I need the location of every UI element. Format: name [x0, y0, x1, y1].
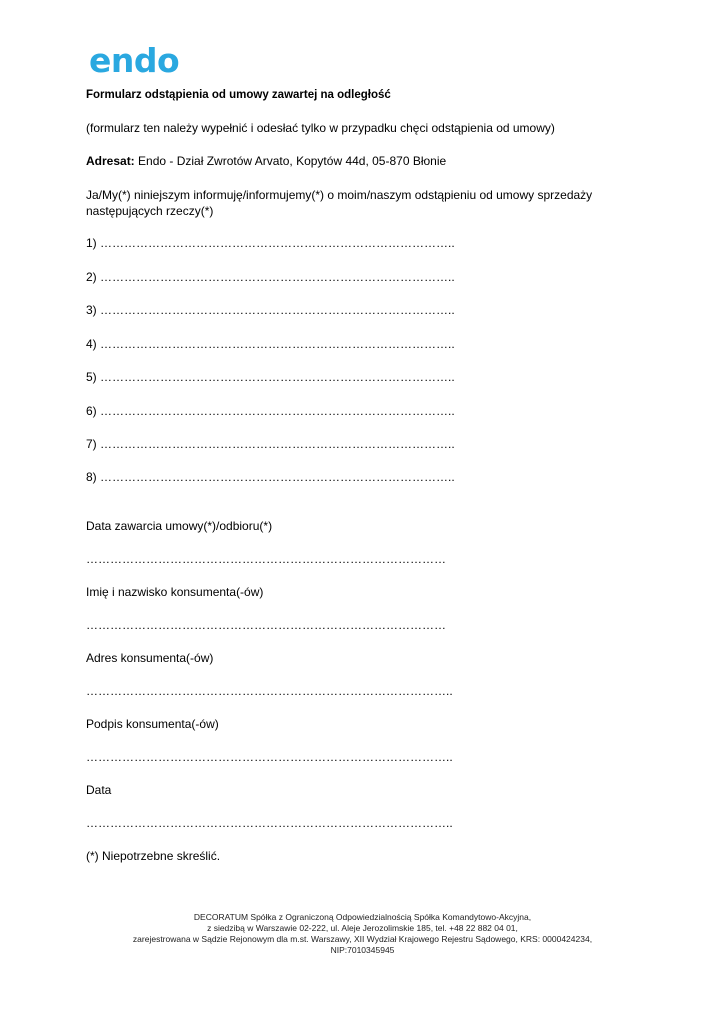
date-dots: ………………………………………………………………………………..	[86, 816, 453, 830]
form-title: Formularz odstąpienia od umowy zawartej na odległość	[86, 89, 391, 101]
contract-date-label: Data zawarcia umowy(*)/odbioru(*)	[86, 519, 273, 533]
footer-line-3: zarejestrowana w Sądzie Rejonowym dla m.st. Warszawy, XII Wydział Krajowego Rejestru Sądowego, KRS: 0000424234,	[132, 934, 593, 944]
address-label: Adresat:	[86, 154, 135, 168]
footer-line-4: NIP:7010345945	[330, 945, 395, 955]
consumer-address-label: Adres konsumenta(-ów)	[86, 651, 214, 665]
item-line-5: 5) ……………………………………………………………………………..	[86, 370, 455, 384]
item-line-7: 7) ……………………………………………………………………………..	[86, 437, 455, 451]
intro-paragraph: Ja/My(*) niniejszym informuję/informujemy(*) o moim/naszym odstąpieniu od umowy sprzedaży następujących rzeczy(*)	[86, 188, 593, 218]
form-subtitle: (formularz ten należy wypełnić i odesłać tylko w przypadku chęci odstąpienia od umowy)	[86, 121, 555, 135]
item-line-2: 2) ……………………………………………………………………………..	[86, 270, 455, 284]
date-label: Data	[86, 783, 112, 797]
address-line	[86, 154, 446, 169]
endo-logo	[88, 38, 192, 82]
item-line-8: 8) ……………………………………………………………………………..	[86, 470, 455, 484]
consumer-address-dots: ………………………………………………………………………………..	[86, 684, 453, 698]
consumer-name-label: Imię i nazwisko konsumenta(-ów)	[86, 585, 264, 599]
endo-logo-graphic	[88, 38, 192, 82]
consumer-signature-label: Podpis konsumenta(-ów)	[86, 717, 219, 731]
item-line-3: 3) ……………………………………………………………………………..	[86, 303, 455, 317]
address-value: Endo - Dział Zwrotów Arvato, Kopytów 44d, 05-870 Błonie	[134, 154, 447, 168]
footer-line-1: DECORATUM Spółka z Ograniczoną Odpowiedzialnością Spółka Komandytowo-Akcyjna,	[193, 912, 532, 922]
item-line-6: 6) ……………………………………………………………………………..	[86, 404, 455, 418]
footer-line-2: z siedzibą w Warszawie 02-222, ul. Aleje Jerozolimskie 185, tel. +48 22 882 04 01,	[207, 923, 518, 933]
company-footer	[0, 912, 725, 956]
consumer-name-dots: ………………………………………………………………………………	[86, 618, 446, 632]
footnote: (*) Niepotrzebne skreślić.	[86, 849, 221, 863]
logo-text: endo	[89, 41, 180, 80]
item-line-1: 1) ……………………………………………………………………………..	[86, 236, 455, 250]
consumer-signature-dots: ………………………………………………………………………………..	[86, 750, 453, 764]
contract-date-dots: ………………………………………………………………………………	[86, 552, 446, 566]
item-line-4: 4) ……………………………………………………………………………..	[86, 337, 455, 351]
